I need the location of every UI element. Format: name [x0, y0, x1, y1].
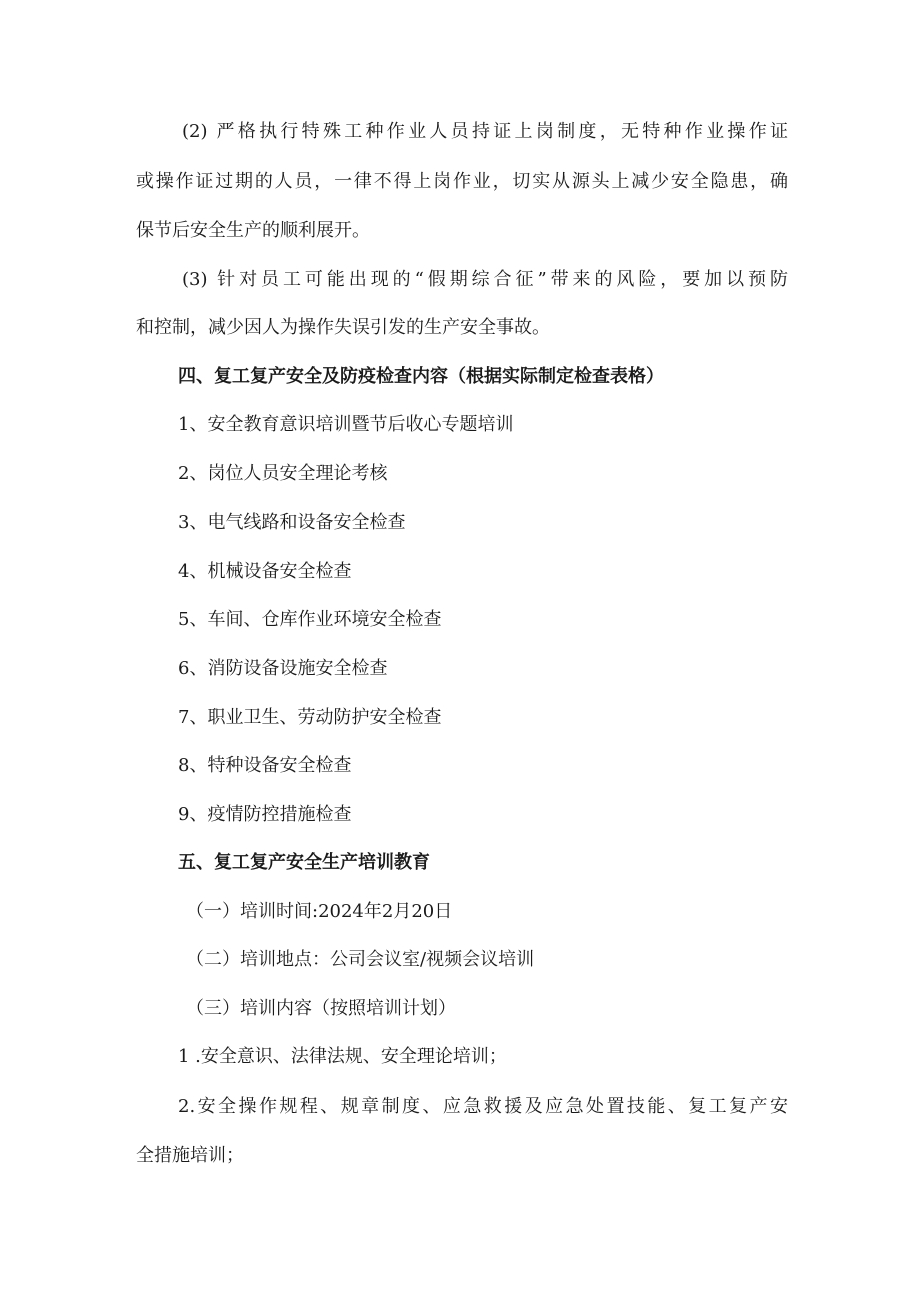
section-5-heading: 五、复工复产安全生产培训教育 [178, 852, 430, 873]
checklist-item: 8、特种设备安全检查 [178, 755, 352, 776]
checklist-item: 2、岗位人员安全理论考核 [178, 463, 388, 484]
para-3-line-2: 和控制，减少因人为操作失误引发的生产安全事故。 [136, 317, 550, 338]
checklist-item: 6、消防设备设施安全检查 [178, 658, 388, 679]
para-2-line-1: (2) 严格执行特殊工种作业人员持证上岗制度，无特种作业操作证 [182, 121, 788, 142]
training-item-1: 1 .安全意识、法律法规、安全理论培训； [178, 1046, 507, 1067]
training-content: （三）培训内容（按照培训计划） [186, 998, 456, 1019]
para-3-line-1: (3) 针对员工可能出现的“假期综合征”带来的风险，要加以预防 [182, 269, 788, 290]
training-item-2-line-1: 2.安全操作规程、规章制度、应急救援及应急处置技能、复工复产安 [178, 1096, 788, 1117]
checklist-item: 7、职业卫生、劳动防护安全检查 [178, 707, 442, 728]
training-item-2-line-2: 全措施培训； [136, 1145, 244, 1166]
checklist-item: 3、电气线路和设备安全检查 [178, 512, 406, 533]
training-time: （一）培训时间:2024年2月20日 [186, 901, 453, 922]
para-2-line-2: 或操作证过期的人员，一律不得上岗作业，切实从源头上减少安全隐患，确 [136, 171, 788, 192]
checklist-item: 1、安全教育意识培训暨节后收心专题培训 [178, 414, 514, 435]
section-4-heading: 四、复工复产安全及防疫检查内容（根据实际制定检查表格） [178, 366, 664, 387]
checklist-item: 5、车间、仓库作业环境安全检查 [178, 609, 442, 630]
training-place: （二）培训地点：公司会议室/视频会议培训 [186, 949, 535, 970]
checklist-item: 4、机械设备安全检查 [178, 561, 352, 582]
checklist-item: 9、疫情防控措施检查 [178, 804, 352, 825]
para-2-line-3: 保节后安全生产的顺利展开。 [136, 220, 370, 241]
